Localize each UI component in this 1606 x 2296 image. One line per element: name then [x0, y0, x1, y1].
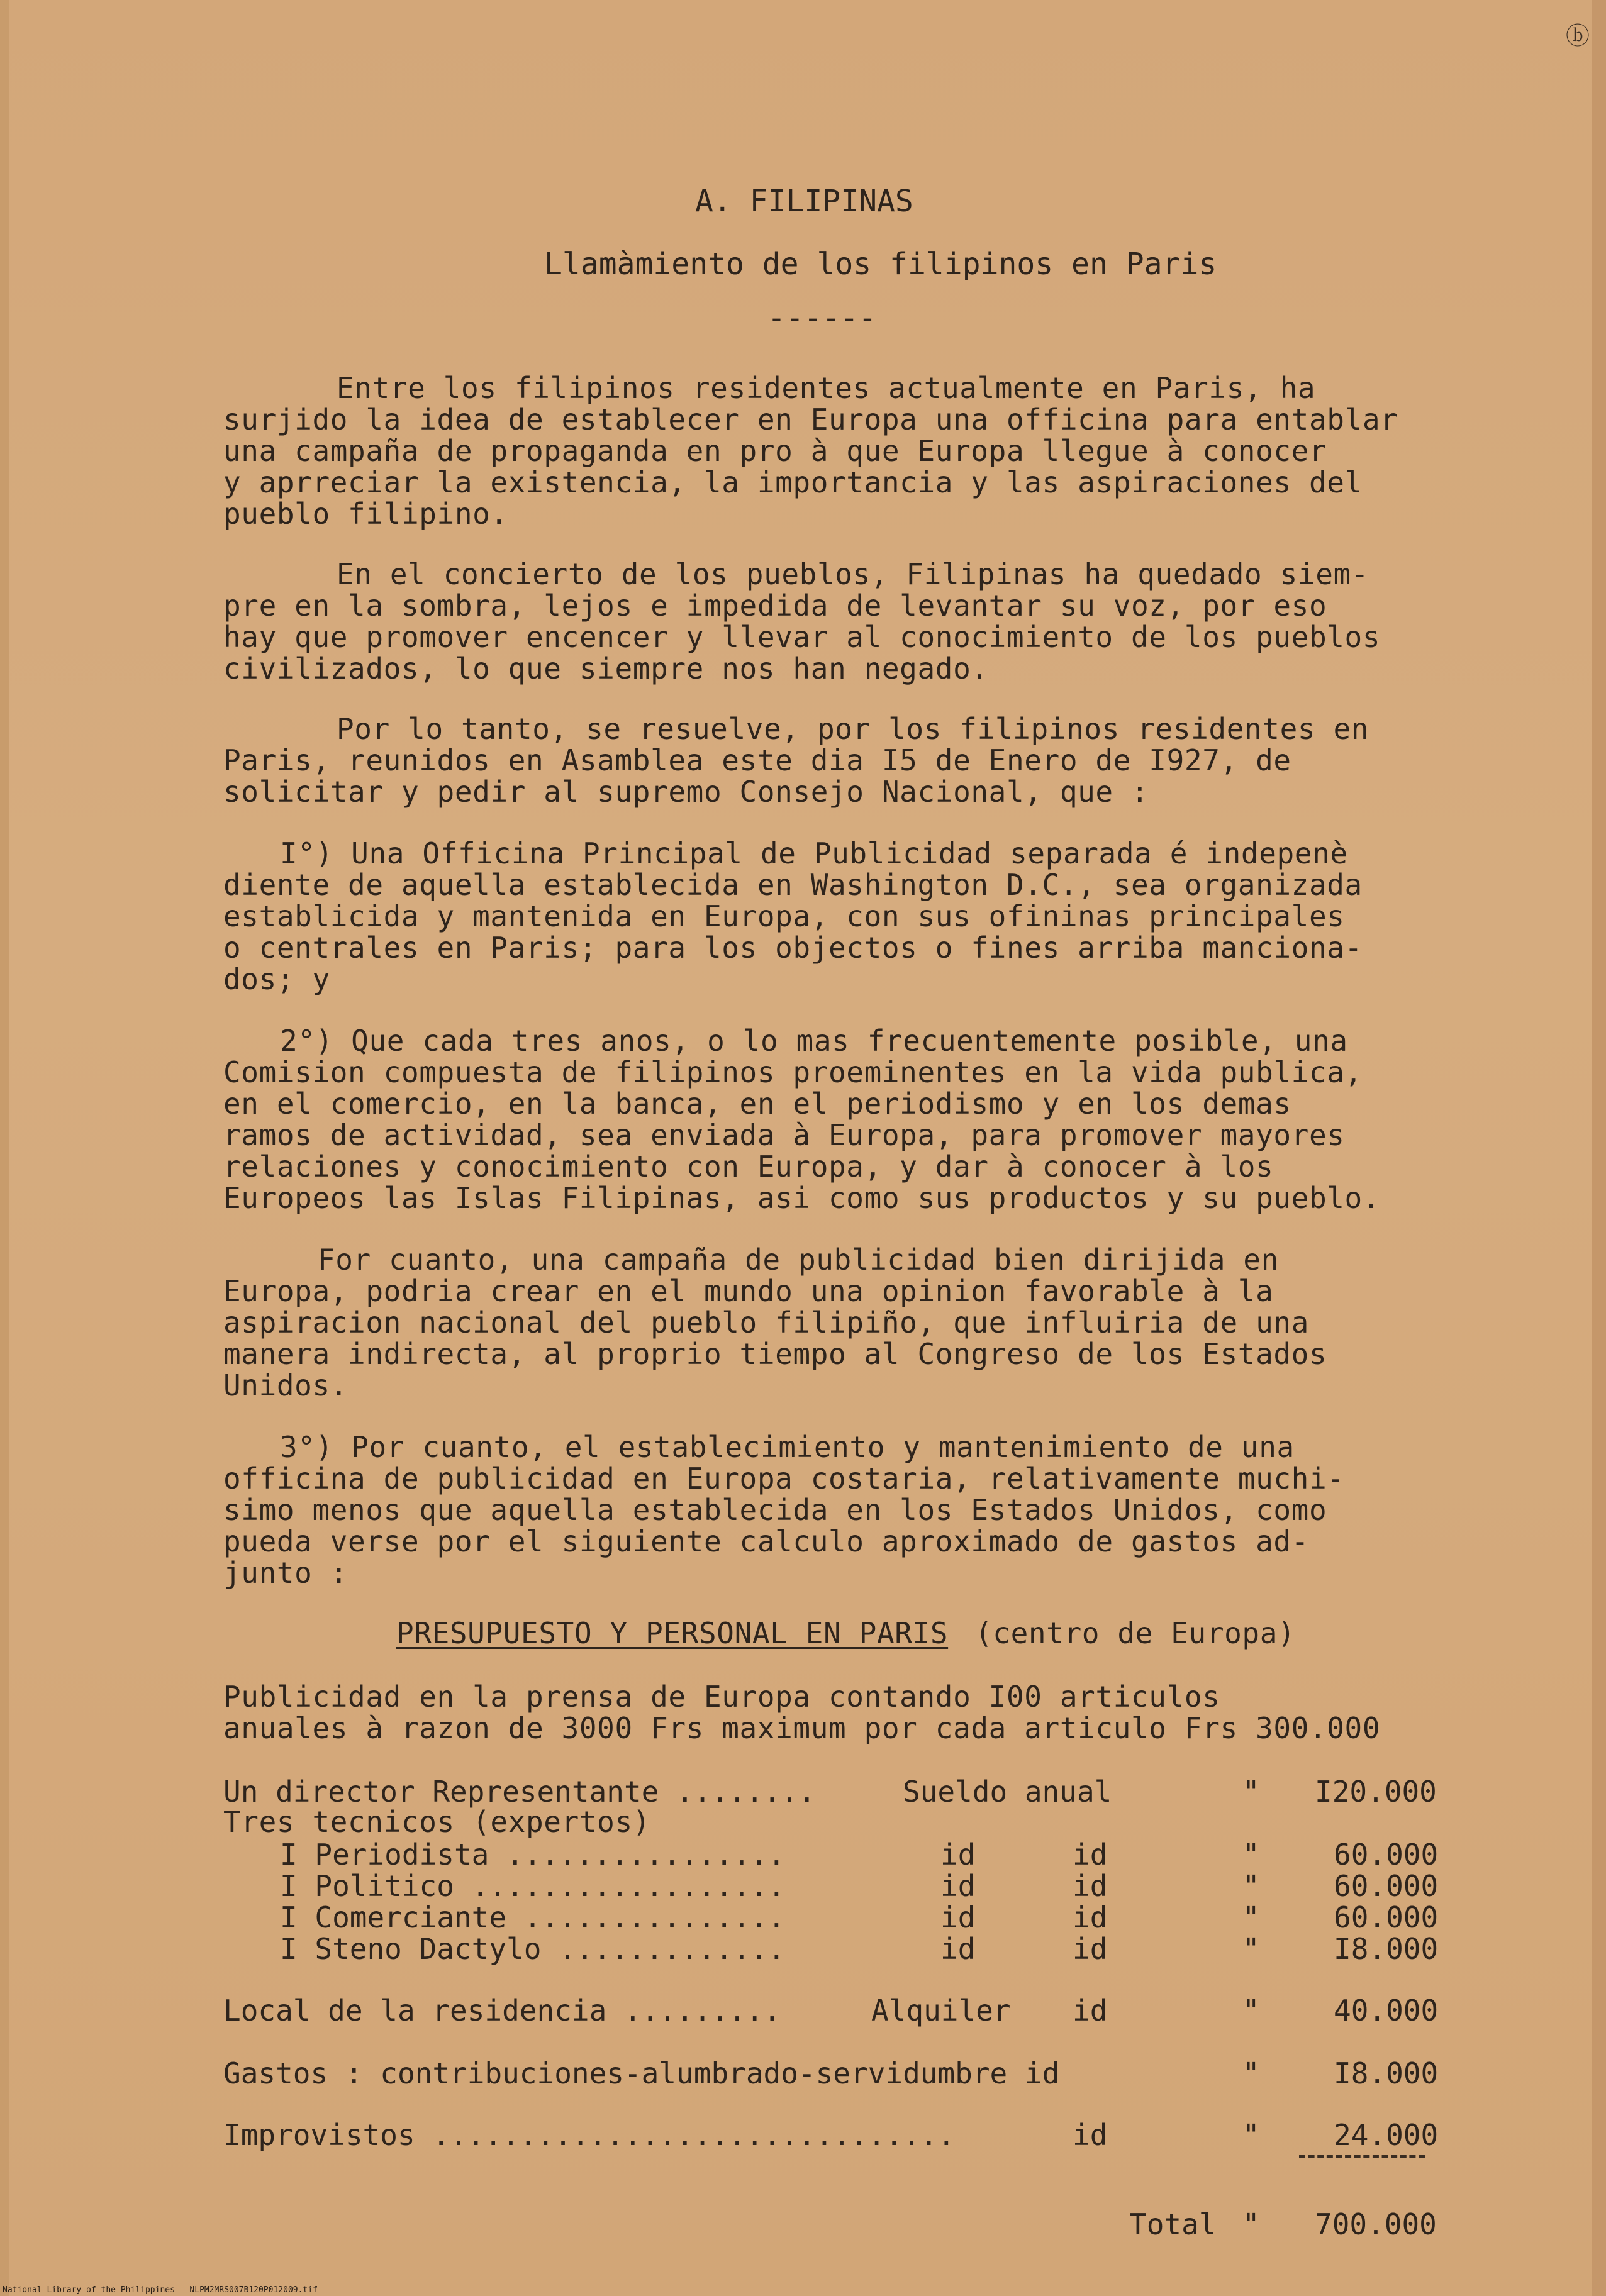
page-title: A. FILIPINAS: [695, 184, 913, 219]
row-col1: Alquiler: [871, 1994, 1011, 2027]
text-line: For cuanto, una campaña de publicidad bien dirijida en: [318, 1243, 1279, 1277]
row-label: Un director Representante ........: [223, 1775, 816, 1809]
budget-heading-note: (centro de Europa): [975, 1616, 1296, 1650]
text-line: hay que promover encencer y llevar al conocimiento de los pueblos: [223, 620, 1381, 654]
row-amount: 24.000: [1334, 2118, 1439, 2152]
row-label: Local de la residencia .........: [223, 1994, 781, 2027]
budget-row-gastos: [223, 2056, 1450, 2088]
total-label: Total: [1129, 2207, 1217, 2241]
row-amount: 60.000: [1334, 1900, 1439, 1934]
corner-mark: ⓑ: [1565, 22, 1590, 50]
row-label: I Periodista ................: [280, 1838, 786, 1872]
text-line: diente de aquella establecida en Washington D.C., sea organizada: [223, 868, 1363, 902]
budget-row-staff: [223, 1900, 1450, 1932]
budget-row-staff: [223, 1932, 1450, 1966]
sum-divider: [1299, 2155, 1425, 2158]
row-amount: 60.000: [1334, 1869, 1439, 1903]
text-line: relaciones y conocimiento con Europa, y dar à conocer à los: [223, 1150, 1274, 1184]
row-amount: 60.000: [1334, 1838, 1439, 1872]
row-label: Improvistos ..............................: [223, 2118, 956, 2152]
row-label: I Comerciante ...............: [280, 1900, 786, 1934]
row-mark: ": [1242, 2118, 1260, 2152]
row-col2: id: [1073, 1838, 1108, 1872]
text-line: pueblo filipino.: [223, 497, 508, 531]
text-line: establicida y mantenida en Europa, con sus ofininas principales: [223, 899, 1345, 933]
budget-row-director: [223, 1775, 1450, 1809]
row-col2: id: [1073, 1900, 1108, 1934]
row-mark: ": [1242, 1932, 1260, 1966]
budget-row-local: [223, 1994, 1450, 2025]
page-left-edge: [0, 0, 9, 2296]
row-col1: id: [940, 1838, 976, 1872]
text-line: aspiracion nacional del pueblo filipiño, que influiria de una: [223, 1306, 1309, 1339]
text-line: y aprreciar la existencia, la importancia y las aspiraciones del: [223, 465, 1363, 499]
text-line: junto :: [223, 1556, 349, 1590]
text-line: Entre los filipinos residentes actualmente en Paris, ha: [337, 371, 1316, 405]
text-line: Unidos.: [223, 1368, 349, 1402]
text-line: ramos de actividad, sea enviada à Europa, para promover mayores: [223, 1118, 1345, 1152]
text-line: Comision compuesta de filipinos proeminentes en la vida publica,: [223, 1055, 1363, 1089]
row-amount: I8.000: [1334, 1932, 1439, 1966]
budget-row-staff: [223, 1869, 1450, 1903]
page-subtitle: Llamàmiento de los filipinos en Paris: [544, 247, 1217, 282]
text-line: officina de publicidad en Europa costaria, relativamente muchi-: [223, 1461, 1345, 1495]
text-line: o centrales en Paris; para los objectos o fines arriba manciona-: [223, 931, 1363, 965]
budget-row-improvistos: [223, 2118, 1450, 2152]
text-line: I°) Una Officina Principal de Publicidad separada é indepenè: [280, 836, 1348, 870]
text-line: dos; y: [223, 962, 330, 996]
budget-row-total: [223, 2207, 1450, 2239]
text-line: pre en la sombra, lejos e impedida de levantar su voz, por eso: [223, 589, 1327, 623]
text-line: en el comercio, en la banca, en el periodismo y en los demas: [223, 1087, 1291, 1121]
text-line: En el concierto de los pueblos, Filipinas ha quedado siem-: [337, 557, 1369, 591]
row-col2: id: [1073, 1869, 1108, 1903]
row-col2: id: [1073, 1932, 1108, 1966]
text-line: civilizados, lo que siempre nos han negado.: [223, 652, 989, 685]
archive-footer: National Library of the Philippines NLPM2MRS007B120P012009.tif: [3, 2285, 318, 2295]
budget-heading: PRESUPUESTO Y PERSONAL EN PARIS: [396, 1616, 949, 1650]
row-col1: id: [940, 1900, 976, 1934]
text-line: Por lo tanto, se resuelve, por los filipinos residentes en: [337, 712, 1369, 746]
total-amount: 700.000: [1315, 2207, 1437, 2241]
row-label: I Steno Dactylo .............: [280, 1932, 786, 1966]
row-mark: ": [1242, 2056, 1260, 2090]
budget-press-line: Publicidad en la prensa de Europa contando I00 articulos: [223, 1680, 1220, 1714]
budget-row-staff: [223, 1838, 1450, 1872]
text-line: Europeos las Islas Filipinas, asi como sus productos y su pueblo.: [223, 1181, 1381, 1215]
row-amount: 40.000: [1334, 1994, 1439, 2027]
text-line: manera indirecta, al proprio tiempo al Congreso de los Estados: [223, 1337, 1327, 1371]
text-line: 2°) Que cada tres anos, o lo mas frecuentemente posible, una: [280, 1024, 1348, 1058]
row-col2: id: [1073, 1994, 1108, 2027]
row-type: Sueldo anual: [903, 1775, 1112, 1809]
tecnicos-header: Tres tecnicos (expertos): [223, 1805, 651, 1839]
row-mark: ": [1242, 1869, 1260, 1903]
text-line: surjido la idea de establecer en Europa una officina para entablar: [223, 402, 1398, 436]
text-line: simo menos que aquella establecida en los Estados Unidos, como: [223, 1493, 1327, 1527]
row-mark: ": [1242, 1838, 1260, 1872]
text-line: Paris, reunidos en Asamblea este dia I5 de Enero de I927, de: [223, 743, 1291, 777]
row-col1: id: [940, 1869, 976, 1903]
text-line: solicitar y pedir al supremo Consejo Nacional, que :: [223, 775, 1149, 809]
title-divider: ------: [767, 301, 877, 336]
row-mark: ": [1242, 1994, 1260, 2027]
row-mark: ": [1242, 1900, 1260, 1934]
text-line: Europa, podria crear en el mundo una opinion favorable à la: [223, 1274, 1274, 1308]
row-col2: id: [1073, 2118, 1108, 2152]
text-line: pueda verse por el siguiente calculo aproximado de gastos ad-: [223, 1524, 1309, 1558]
row-label: Gastos : contribuciones-alumbrado-servidumbre id: [223, 2056, 1060, 2090]
budget-press-line: anuales à razon de 3000 Frs maximum por cada articulo Frs 300.000: [223, 1711, 1381, 1745]
row-amount: I20.000: [1315, 1775, 1437, 1809]
row-col1: id: [940, 1932, 976, 1966]
text-line: una campaña de propaganda en pro à que Europa llegue à conocer: [223, 434, 1327, 468]
row-amount: I8.000: [1334, 2056, 1439, 2090]
text-line: 3°) Por cuanto, el establecimiento y mantenimiento de una: [280, 1430, 1295, 1464]
row-label: I Politico ..................: [280, 1869, 786, 1903]
row-mark: ": [1242, 1775, 1260, 1809]
row-mark: ": [1242, 2207, 1260, 2241]
page-right-edge: [1592, 0, 1606, 2296]
